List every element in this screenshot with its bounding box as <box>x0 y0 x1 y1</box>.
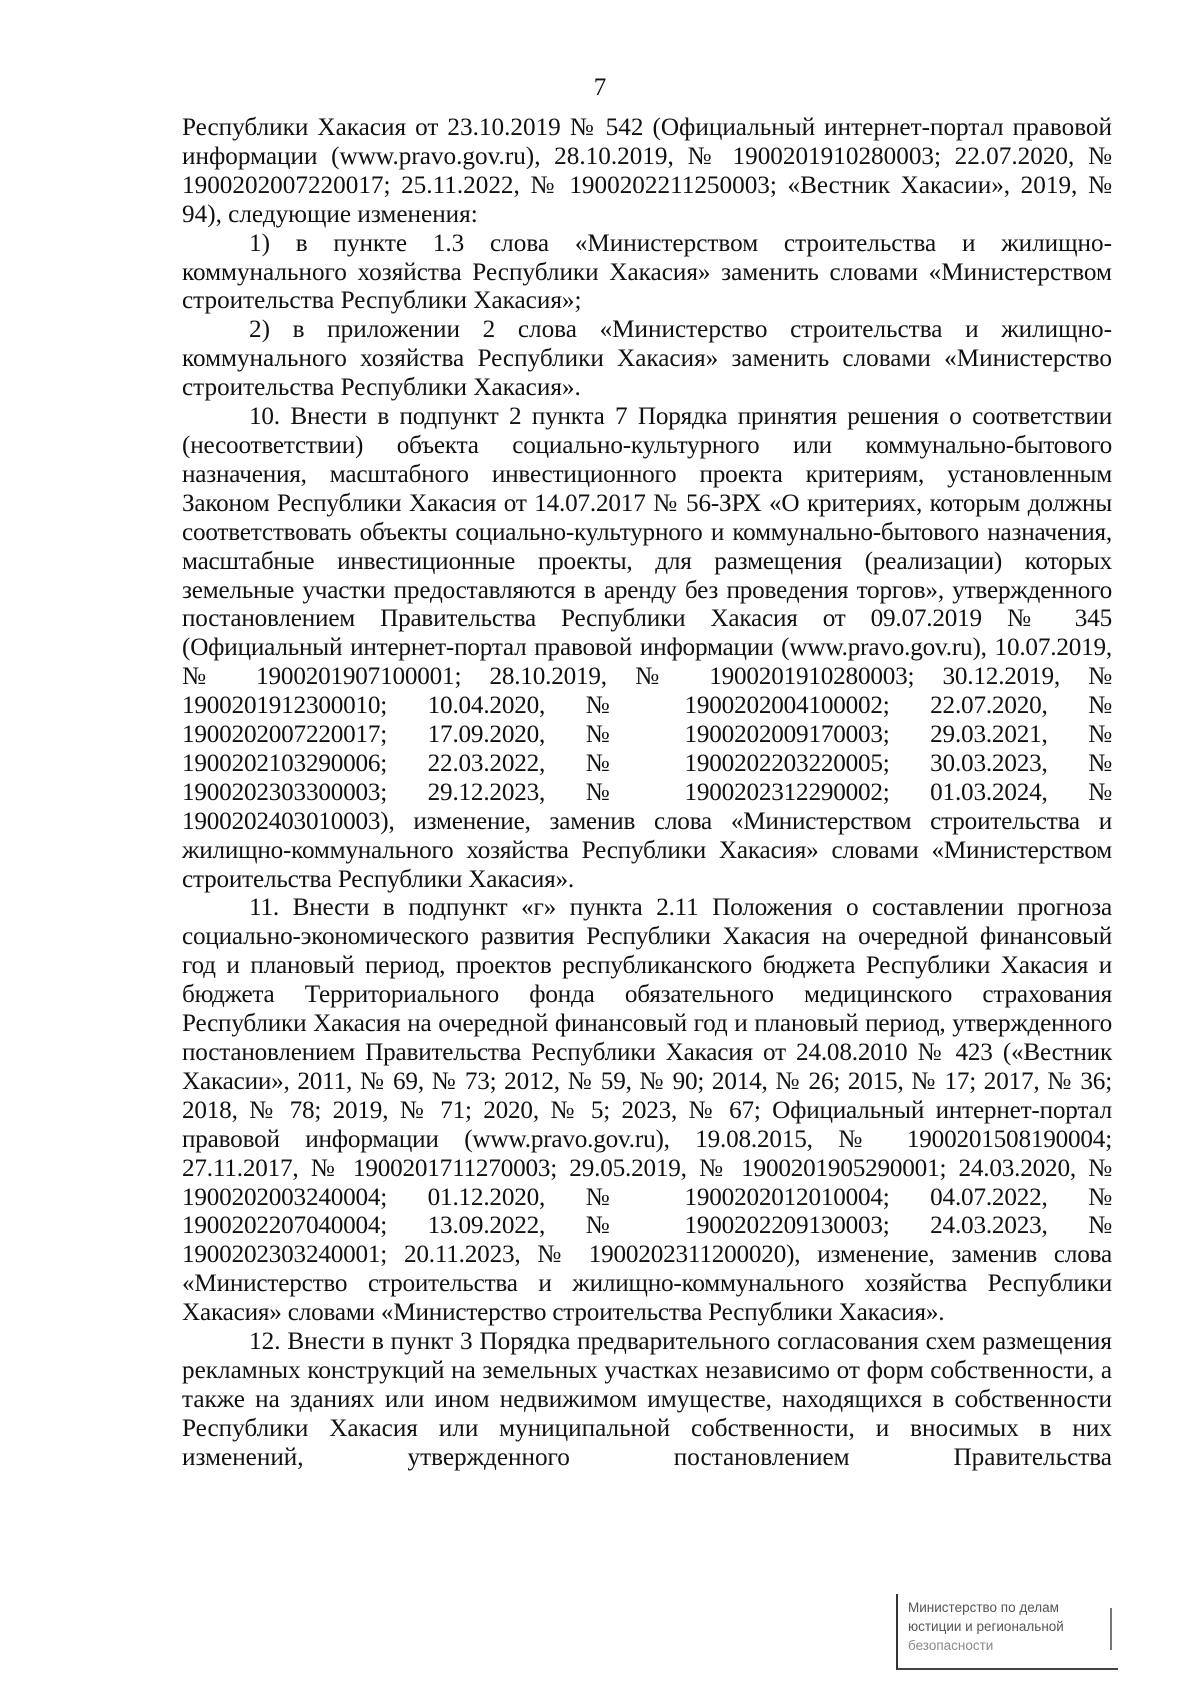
stamp-line-3: безопасности <box>908 1638 994 1653</box>
paragraph-item-1: 1) в пункте 1.3 слова «Министерством строительства и жилищно-коммунального хозяйства Республики Хакасия» заменить словами «Министерством строительства Республики Хакасия»; <box>182 229 1112 315</box>
paragraph-section-12: 12. Внести в пункт 3 Порядка предварительного согласования схем размещения рекламных конструкций на земельных участках независимо от форм собственности, а также на зданиях или ином недвижимом имуществе, находящихся в собственности Республики Хакасия или муниципальной собственности, и вносимых в них изменений, утвержденного постановлением Правительства <box>182 1328 1112 1471</box>
paragraph-section-10: 10. Внести в подпункт 2 пункта 7 Порядка принятия решения о соответствии (несоответствии) объекта социально-культурного или коммунально-бытового назначения, масштабного инвестиционного проекта критериям, установленным Законом Республики Хакасия от 14.07.2017 № 56-ЗРХ «О критериях, которым должны соответствовать объекты социально-культурного и коммунально-бытового назначения, масштабные инвестиционные проекты, для размещения (реализации) которых земельные участки предоставляются в аренду без проведения торгов», утвержденного постановлением Правительства Республики Хакасия от 09.07.2019 № 345 (Официальный интернет-портал правовой информации (www.pravo.gov.ru), 10.07.2019, № 1900201907100001; 28.10.2019, № 1900201910280003; 30.12.2019, № 1900201912300010; 10.04.2020, № 1900202004100002; 22.07.2020, № 1900202007220017; 17.09.2020, № 1900202009170003; 29.03.2021, № 1900202103290006; 22.03.2022, № 1900202203220005; 30.03.2023, № 1900202303300003; 29.12.2023, № 1900202312290002; 01.03.2024, № 1900202403010003), изменение, заменив слова «Министерством строительства и жилищно-коммунального хозяйства Республики Хакасия» словами «Министерством строительства Республики Хакасия». <box>182 403 1112 893</box>
page-number: 7 <box>593 74 607 101</box>
paragraph-section-11: 11. Внести в подпункт «г» пункта 2.11 Положения о составлении прогноза социально-экономического развития Республики Хакасия на очередной финансовый год и плановый период, проектов республиканского бюджета Республики Хакасия и бюджета Территориального фонда обязательного медицинского страхования Республики Хакасия на очередной финансовый год и плановый период, утвержденного постановлением Правительства Республики Хакасия от 24.08.2010 № 423 («Вестник Хакасии», 2011, № 69, № 73; 2012, № 59, № 90; 2014, № 26; 2015, № 17; 2017, № 36; 2018, № 78; 2019, № 71; 2020, № 5; 2023, № 67; Официальный интернет-портал правовой информации (www.pravo.gov.ru), 19.08.2015, № 1900201508190004; 27.11.2017, № 1900201711270003; 29.05.2019, № 1900201905290001; 24.03.2020, № 1900202003240004; 01.12.2020, № 1900202012010004; 04.07.2022, № 1900202207040004; 13.09.2022, № 1900202209130003; 24.03.2023, № 1900202303240001; 20.11.2023, № 1900202311200020), изменение, заменив слова «Министерство строительства и жилищно-коммунального хозяйства Республики Хакасия» словами «Министерство строительства Республики Хакасия». <box>182 894 1112 1327</box>
stamp-line-2: юстиции и региональной <box>908 1619 1064 1634</box>
document-body <box>182 114 1112 1473</box>
registration-stamp <box>896 1594 1118 1670</box>
paragraph-item-2: 2) в приложении 2 слова «Министерство строительства и жилищно-коммунального хозяйства Республики Хакасия» заменить словами «Министерство строительства Республики Хакасия». <box>182 316 1112 402</box>
stamp-line-1: Министерство по делам <box>908 1600 1059 1615</box>
paragraph-continuation: Республики Хакасия от 23.10.2019 № 542 (Официальный интернет-портал правовой информации (www.pravo.gov.ru), 28.10.2019, № 1900201910280003; 22.07.2020, № 1900202007220017; 25.11.2022, № 1900202211250003; «Вестник Хакасии», 2019, № 94), следующие изменения: <box>182 114 1112 228</box>
